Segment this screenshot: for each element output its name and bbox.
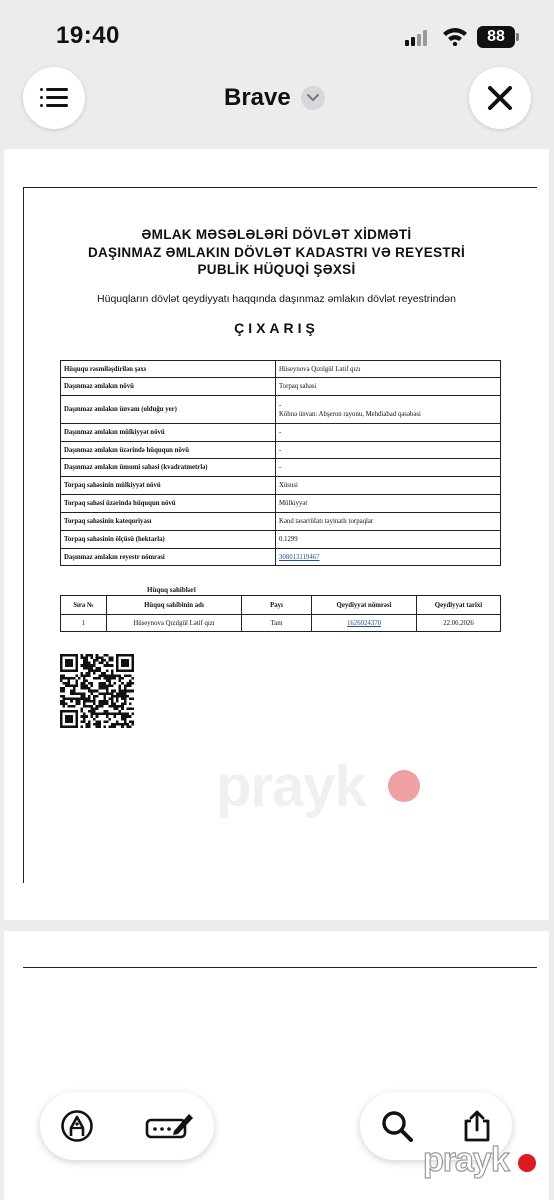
table-row: [61, 361, 501, 378]
browser-title-menu[interactable]: [224, 84, 325, 112]
watermark-dot: [388, 770, 420, 802]
status-time: 19:40: [56, 22, 120, 49]
brand-logo-dot: [517, 1153, 537, 1173]
table-row: [61, 495, 501, 513]
table-row: [61, 513, 501, 531]
menu-button[interactable]: [23, 67, 85, 129]
property-details-table: [60, 360, 501, 566]
row-key: Daşınmaz əmlakın növü: [61, 378, 276, 396]
row-key: Daşınmaz əmlakın mülkiyyət növü: [61, 424, 276, 442]
document-page-1: [4, 149, 549, 920]
heading-line-2: DAŞINMAZ ƏMLAKIN DÖVLƏT KADASTRI VƏ REYESTRİ: [87, 245, 466, 260]
markup-button[interactable]: [60, 1109, 94, 1143]
row-value: 0.1299: [276, 531, 501, 549]
search-button[interactable]: [380, 1109, 414, 1143]
document-subtitle: Hüquqların dövlət qeydiyyatı haqqında daşınmaz əmlakın dövlət reyestrindən: [97, 293, 456, 305]
row-value: [276, 396, 501, 424]
row-key: Daşınmaz əmlakın üzərində hüququn növü: [61, 442, 276, 459]
holders-title: Hüquq sahibləri: [147, 586, 196, 594]
row-value: Kənd təsərrüfatı təyinatlı torpaqlar: [276, 513, 501, 531]
header-cell: Qeydiyyat tarixi: [417, 596, 501, 615]
row-value: Torpaq sahəsi: [276, 378, 501, 396]
cell: Hüseynova Qızılgül Lətif qızı: [107, 615, 242, 632]
row-value: Xüsusi: [276, 477, 501, 495]
close-button[interactable]: [469, 67, 531, 129]
heading-line-1: ƏMLAK MƏSƏLƏLƏRİ DÖVLƏT XİDMƏTİ: [141, 227, 412, 242]
table-row: [61, 378, 501, 396]
row-key: Hüququ rəsmiləşdirilən şəxs: [61, 361, 276, 378]
cell: Tam: [242, 615, 312, 632]
search-icon: [380, 1109, 414, 1143]
share-icon: [462, 1109, 492, 1143]
table-row: [61, 442, 501, 459]
heading-line-3: PUBLİK HÜQUQİ ŞƏXSİ: [197, 262, 356, 277]
row-value: -: [276, 424, 501, 442]
row-key: Daşınmaz əmlakın reyestr nömrəsi: [61, 549, 276, 566]
row-key: Torpaq sahəsinin mülkiyyət növü: [61, 477, 276, 495]
table-row: [61, 615, 501, 632]
registry-number-link[interactable]: 308013119467: [279, 553, 320, 561]
row-value: Mülkiyyət: [276, 495, 501, 513]
row-key: Daşınmaz əmlakın ünvanı (olduğu yer): [61, 396, 276, 424]
page-border-top: [23, 967, 537, 968]
page-border-left: [23, 187, 24, 883]
header-cell: Hüquq sahibinin adı: [107, 596, 242, 615]
status-bar: [0, 0, 554, 70]
table-row: [61, 396, 501, 424]
row-value: -: [276, 459, 501, 477]
toolbar-left-group: [40, 1092, 214, 1160]
brand-logo: prayk: [423, 1141, 509, 1179]
row-value: [276, 549, 501, 566]
row-value-line-1: -: [279, 401, 282, 409]
watermark-text: prayk: [216, 754, 366, 819]
registration-number-link[interactable]: 1626024370: [347, 619, 381, 627]
chevron-down-icon: [301, 86, 325, 110]
header-cell: Payı: [242, 596, 312, 615]
row-value: Hüseynova Qızılgül Lətif qızı: [276, 361, 501, 378]
cellular-signal-icon: [405, 30, 431, 46]
browser-title: Brave: [224, 84, 291, 111]
cell: 1: [61, 615, 107, 632]
qr-code: [60, 654, 134, 728]
table-row: [61, 531, 501, 549]
header-cell: Sıra №: [61, 596, 107, 615]
row-key: Torpaq sahəsinin kateqoriyası: [61, 513, 276, 531]
cell: 22.06.2026: [417, 615, 501, 632]
row-value: -: [276, 442, 501, 459]
row-key: Torpaq sahəsinin ölçüsü (hektarla): [61, 531, 276, 549]
close-icon: [487, 85, 513, 111]
battery-indicator: 88: [477, 26, 515, 48]
holders-header-row: [61, 596, 501, 615]
row-key: Daşınmaz əmlakın ümumi sahəsi (kvadratmetrlə): [61, 459, 276, 477]
share-button[interactable]: [460, 1109, 494, 1143]
table-row: [61, 477, 501, 495]
table-row: [61, 549, 501, 566]
edit-form-icon: [144, 1109, 194, 1143]
menu-icon: [40, 88, 68, 108]
document-title: ÇIXARIŞ: [234, 320, 319, 336]
row-key: Torpaq sahəsi üzərində hüququn növü: [61, 495, 276, 513]
markup-pen-icon: [60, 1109, 94, 1143]
header-cell: Qeydiyyat nömrəsi: [312, 596, 417, 615]
wifi-icon: [442, 26, 468, 46]
cell: [312, 615, 417, 632]
page-border-top: [23, 187, 537, 188]
fill-sign-button[interactable]: [144, 1109, 194, 1143]
holders-table: [60, 595, 501, 632]
table-row: [61, 424, 501, 442]
row-value-line-2: Köhnə ünvan: Abşeron rayonu, Mehdiabad qəsəbəsi: [279, 410, 421, 418]
table-row: [61, 459, 501, 477]
